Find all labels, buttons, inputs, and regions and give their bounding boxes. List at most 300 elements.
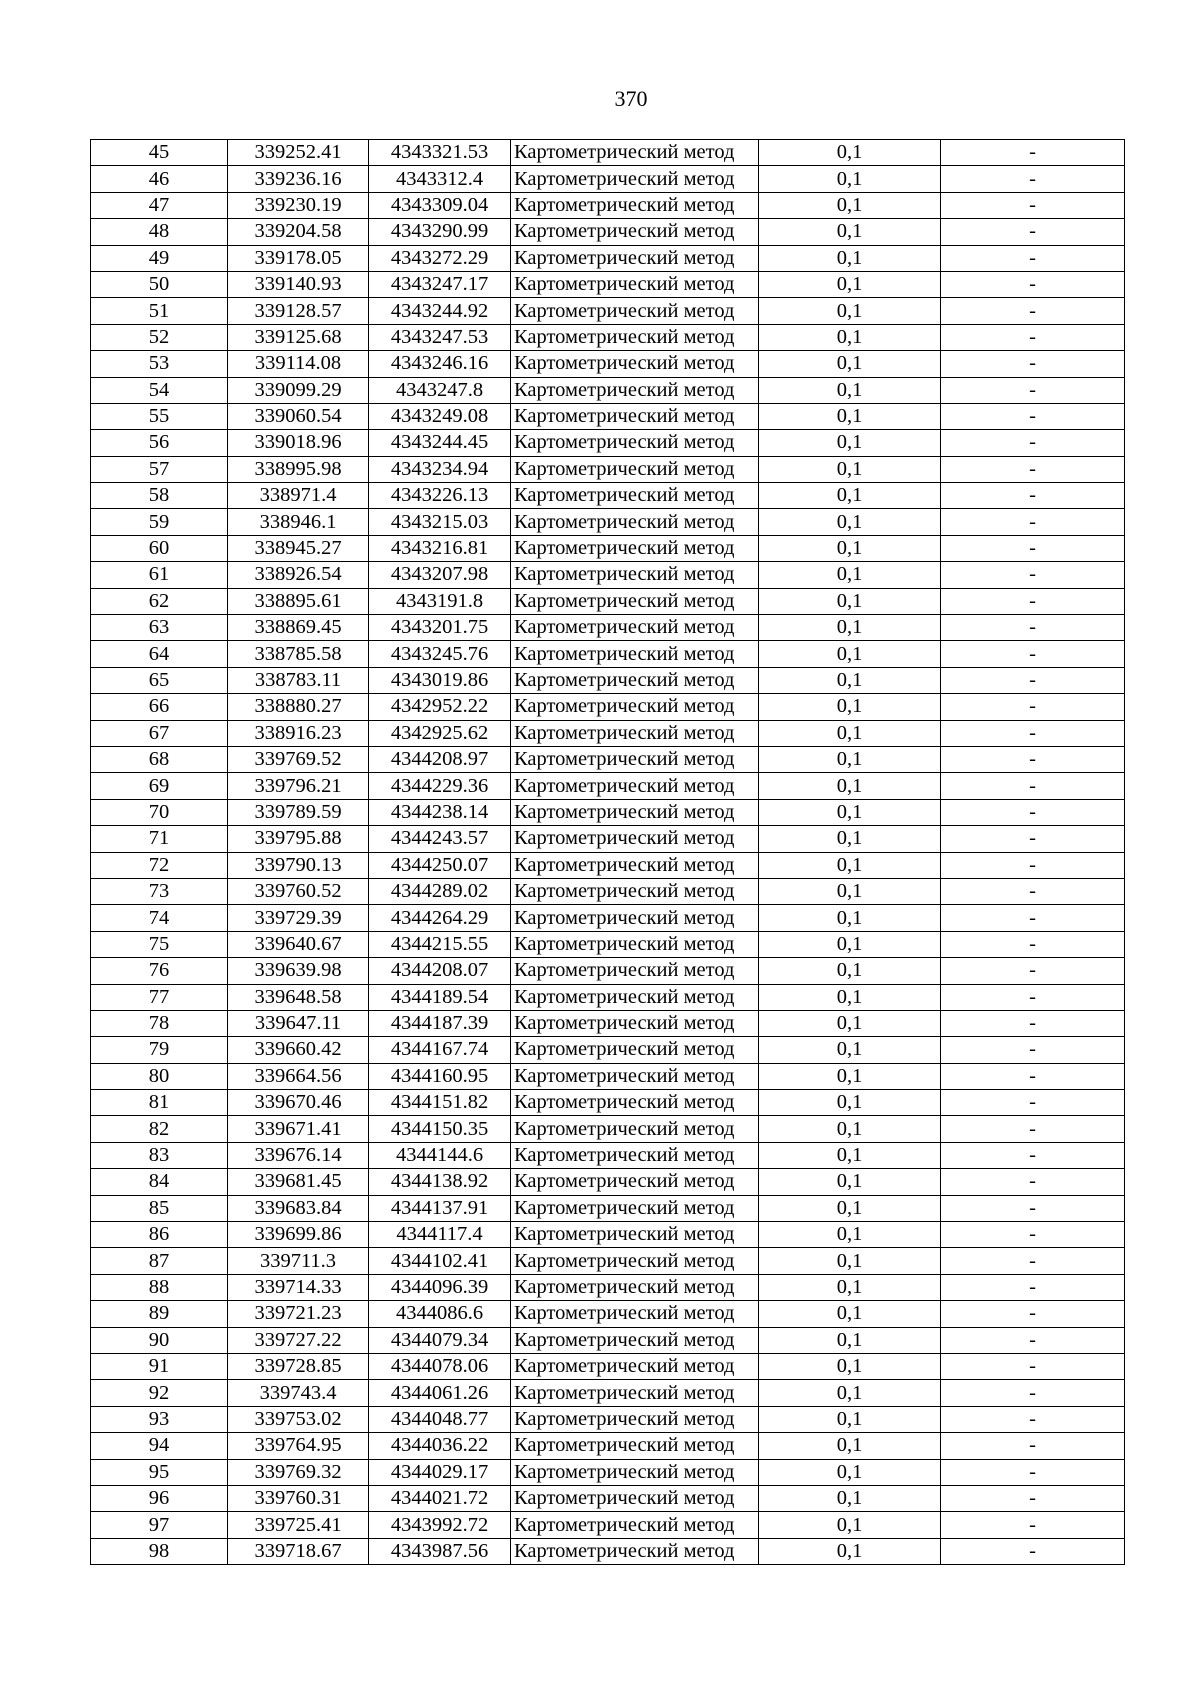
point-number-cell: 83 — [91, 1142, 228, 1168]
accuracy-cell: 0,1 — [759, 1485, 941, 1511]
description-cell: - — [941, 799, 1125, 825]
point-number-cell: 56 — [91, 430, 228, 456]
point-number-cell: 63 — [91, 615, 228, 641]
point-number-cell: 49 — [91, 245, 228, 271]
table-row — [91, 1142, 1125, 1168]
description-cell: - — [941, 1406, 1125, 1432]
x-coordinate-cell: 339204.58 — [228, 219, 369, 245]
x-coordinate-cell: 339671.41 — [228, 1116, 369, 1142]
table-row — [91, 878, 1125, 904]
x-coordinate-cell: 339728.85 — [228, 1353, 369, 1379]
description-cell: - — [941, 1538, 1125, 1564]
accuracy-cell: 0,1 — [759, 746, 941, 772]
y-coordinate-cell: 4344086.6 — [369, 1301, 511, 1327]
accuracy-cell: 0,1 — [759, 219, 941, 245]
y-coordinate-cell: 4344264.29 — [369, 905, 511, 931]
method-cell: Картометрический метод — [511, 509, 759, 535]
accuracy-cell: 0,1 — [759, 562, 941, 588]
table-row — [91, 984, 1125, 1010]
description-cell: - — [941, 166, 1125, 192]
y-coordinate-cell: 4342925.62 — [369, 720, 511, 746]
point-number-cell: 74 — [91, 905, 228, 931]
accuracy-cell: 0,1 — [759, 878, 941, 904]
x-coordinate-cell: 339178.05 — [228, 245, 369, 271]
accuracy-cell: 0,1 — [759, 1353, 941, 1379]
description-cell: - — [941, 140, 1125, 166]
y-coordinate-cell: 4343987.56 — [369, 1538, 511, 1564]
point-number-cell: 75 — [91, 931, 228, 957]
accuracy-cell: 0,1 — [759, 509, 941, 535]
description-cell: - — [941, 1010, 1125, 1036]
point-number-cell: 69 — [91, 773, 228, 799]
table-row — [91, 430, 1125, 456]
description-cell: - — [941, 509, 1125, 535]
y-coordinate-cell: 4344289.02 — [369, 878, 511, 904]
point-number-cell: 87 — [91, 1248, 228, 1274]
y-coordinate-cell: 4344117.4 — [369, 1222, 511, 1248]
accuracy-cell: 0,1 — [759, 667, 941, 693]
method-cell: Картометрический метод — [511, 1380, 759, 1406]
x-coordinate-cell: 338926.54 — [228, 562, 369, 588]
table-row — [91, 351, 1125, 377]
method-cell: Картометрический метод — [511, 1090, 759, 1116]
point-number-cell: 82 — [91, 1116, 228, 1142]
description-cell: - — [941, 1169, 1125, 1195]
description-cell: - — [941, 694, 1125, 720]
method-cell: Картометрический метод — [511, 1248, 759, 1274]
x-coordinate-cell: 339236.16 — [228, 166, 369, 192]
description-cell: - — [941, 588, 1125, 614]
method-cell: Картометрический метод — [511, 192, 759, 218]
y-coordinate-cell: 4344215.55 — [369, 931, 511, 957]
method-cell: Картометрический метод — [511, 931, 759, 957]
accuracy-cell: 0,1 — [759, 1222, 941, 1248]
table-row — [91, 403, 1125, 429]
y-coordinate-cell: 4343019.86 — [369, 667, 511, 693]
y-coordinate-cell: 4344160.95 — [369, 1063, 511, 1089]
table-row — [91, 1195, 1125, 1221]
accuracy-cell: 0,1 — [759, 1459, 941, 1485]
point-number-cell: 66 — [91, 694, 228, 720]
accuracy-cell: 0,1 — [759, 324, 941, 350]
x-coordinate-cell: 339789.59 — [228, 799, 369, 825]
table-row — [91, 1512, 1125, 1538]
y-coordinate-cell: 4344102.41 — [369, 1248, 511, 1274]
description-cell: - — [941, 667, 1125, 693]
description-cell: - — [941, 826, 1125, 852]
point-number-cell: 85 — [91, 1195, 228, 1221]
accuracy-cell: 0,1 — [759, 192, 941, 218]
y-coordinate-cell: 4343290.99 — [369, 219, 511, 245]
method-cell: Картометрический метод — [511, 140, 759, 166]
x-coordinate-cell: 339769.52 — [228, 746, 369, 772]
description-cell: - — [941, 351, 1125, 377]
x-coordinate-cell: 339711.3 — [228, 1248, 369, 1274]
method-cell: Картометрический метод — [511, 1116, 759, 1142]
method-cell: Картометрический метод — [511, 1353, 759, 1379]
point-number-cell: 67 — [91, 720, 228, 746]
x-coordinate-cell: 339743.4 — [228, 1380, 369, 1406]
point-number-cell: 81 — [91, 1090, 228, 1116]
accuracy-cell: 0,1 — [759, 1037, 941, 1063]
table-row — [91, 271, 1125, 297]
y-coordinate-cell: 4343207.98 — [369, 562, 511, 588]
x-coordinate-cell: 339128.57 — [228, 298, 369, 324]
table-row — [91, 1406, 1125, 1432]
accuracy-cell: 0,1 — [759, 694, 941, 720]
point-number-cell: 64 — [91, 641, 228, 667]
method-cell: Картометрический метод — [511, 1327, 759, 1353]
table-row — [91, 219, 1125, 245]
description-cell: - — [941, 1485, 1125, 1511]
point-number-cell: 57 — [91, 456, 228, 482]
point-number-cell: 51 — [91, 298, 228, 324]
accuracy-cell: 0,1 — [759, 1380, 941, 1406]
description-cell: - — [941, 905, 1125, 931]
point-number-cell: 68 — [91, 746, 228, 772]
table-row — [91, 826, 1125, 852]
method-cell: Картометрический метод — [511, 773, 759, 799]
y-coordinate-cell: 4344238.14 — [369, 799, 511, 825]
coordinates-table — [90, 139, 1125, 1565]
accuracy-cell: 0,1 — [759, 826, 941, 852]
x-coordinate-cell: 339764.95 — [228, 1433, 369, 1459]
x-coordinate-cell: 339230.19 — [228, 192, 369, 218]
table-row — [91, 694, 1125, 720]
accuracy-cell: 0,1 — [759, 1116, 941, 1142]
table-row — [91, 166, 1125, 192]
x-coordinate-cell: 338916.23 — [228, 720, 369, 746]
method-cell: Картометрический метод — [511, 1142, 759, 1168]
description-cell: - — [941, 641, 1125, 667]
point-number-cell: 96 — [91, 1485, 228, 1511]
table-row — [91, 1222, 1125, 1248]
method-cell: Картометрический метод — [511, 324, 759, 350]
y-coordinate-cell: 4344229.36 — [369, 773, 511, 799]
method-cell: Картометрический метод — [511, 641, 759, 667]
table-row — [91, 773, 1125, 799]
y-coordinate-cell: 4344243.57 — [369, 826, 511, 852]
x-coordinate-cell: 339729.39 — [228, 905, 369, 931]
method-cell: Картометрический метод — [511, 483, 759, 509]
x-coordinate-cell: 339639.98 — [228, 958, 369, 984]
x-coordinate-cell: 339670.46 — [228, 1090, 369, 1116]
x-coordinate-cell: 339640.67 — [228, 931, 369, 957]
method-cell: Картометрический метод — [511, 984, 759, 1010]
y-coordinate-cell: 4344021.72 — [369, 1485, 511, 1511]
method-cell: Картометрический метод — [511, 1169, 759, 1195]
table-row — [91, 245, 1125, 271]
x-coordinate-cell: 339018.96 — [228, 430, 369, 456]
accuracy-cell: 0,1 — [759, 351, 941, 377]
accuracy-cell: 0,1 — [759, 166, 941, 192]
point-number-cell: 62 — [91, 588, 228, 614]
table-row — [91, 1301, 1125, 1327]
point-number-cell: 65 — [91, 667, 228, 693]
method-cell: Картометрический метод — [511, 799, 759, 825]
method-cell: Картометрический метод — [511, 1433, 759, 1459]
method-cell: Картометрический метод — [511, 271, 759, 297]
description-cell: - — [941, 192, 1125, 218]
y-coordinate-cell: 4343247.17 — [369, 271, 511, 297]
description-cell: - — [941, 430, 1125, 456]
description-cell: - — [941, 219, 1125, 245]
method-cell: Картометрический метод — [511, 166, 759, 192]
point-number-cell: 50 — [91, 271, 228, 297]
description-cell: - — [941, 1459, 1125, 1485]
page-number: 370 — [614, 86, 648, 111]
accuracy-cell: 0,1 — [759, 1090, 941, 1116]
table-row — [91, 1380, 1125, 1406]
y-coordinate-cell: 4344150.35 — [369, 1116, 511, 1142]
method-cell: Картометрический метод — [511, 1010, 759, 1036]
description-cell: - — [941, 1512, 1125, 1538]
accuracy-cell: 0,1 — [759, 931, 941, 957]
description-cell: - — [941, 1195, 1125, 1221]
method-cell: Картометрический метод — [511, 562, 759, 588]
method-cell: Картометрический метод — [511, 351, 759, 377]
accuracy-cell: 0,1 — [759, 1063, 941, 1089]
point-number-cell: 47 — [91, 192, 228, 218]
description-cell: - — [941, 1380, 1125, 1406]
x-coordinate-cell: 339125.68 — [228, 324, 369, 350]
point-number-cell: 92 — [91, 1380, 228, 1406]
description-cell: - — [941, 1116, 1125, 1142]
accuracy-cell: 0,1 — [759, 1512, 941, 1538]
point-number-cell: 54 — [91, 377, 228, 403]
accuracy-cell: 0,1 — [759, 1195, 941, 1221]
x-coordinate-cell: 339725.41 — [228, 1512, 369, 1538]
y-coordinate-cell: 4343992.72 — [369, 1512, 511, 1538]
table-row — [91, 958, 1125, 984]
description-cell: - — [941, 1222, 1125, 1248]
table-row — [91, 562, 1125, 588]
description-cell: - — [941, 535, 1125, 561]
table-row — [91, 1327, 1125, 1353]
description-cell: - — [941, 984, 1125, 1010]
accuracy-cell: 0,1 — [759, 958, 941, 984]
method-cell: Картометрический метод — [511, 1301, 759, 1327]
description-cell: - — [941, 1433, 1125, 1459]
x-coordinate-cell: 339721.23 — [228, 1301, 369, 1327]
point-number-cell: 53 — [91, 351, 228, 377]
y-coordinate-cell: 4344144.6 — [369, 1142, 511, 1168]
point-number-cell: 58 — [91, 483, 228, 509]
y-coordinate-cell: 4343321.53 — [369, 140, 511, 166]
table-row — [91, 456, 1125, 482]
point-number-cell: 98 — [91, 1538, 228, 1564]
method-cell: Картометрический метод — [511, 377, 759, 403]
description-cell: - — [941, 878, 1125, 904]
table-row — [91, 746, 1125, 772]
description-cell: - — [941, 1142, 1125, 1168]
x-coordinate-cell: 339795.88 — [228, 826, 369, 852]
point-number-cell: 89 — [91, 1301, 228, 1327]
description-cell: - — [941, 615, 1125, 641]
x-coordinate-cell: 339714.33 — [228, 1274, 369, 1300]
table-row — [91, 641, 1125, 667]
accuracy-cell: 0,1 — [759, 773, 941, 799]
accuracy-cell: 0,1 — [759, 984, 941, 1010]
y-coordinate-cell: 4342952.22 — [369, 694, 511, 720]
x-coordinate-cell: 339140.93 — [228, 271, 369, 297]
y-coordinate-cell: 4344189.54 — [369, 984, 511, 1010]
description-cell: - — [941, 324, 1125, 350]
point-number-cell: 93 — [91, 1406, 228, 1432]
x-coordinate-cell: 339699.86 — [228, 1222, 369, 1248]
point-number-cell: 76 — [91, 958, 228, 984]
method-cell: Картометрический метод — [511, 694, 759, 720]
table-row — [91, 1169, 1125, 1195]
y-coordinate-cell: 4344208.97 — [369, 746, 511, 772]
table-row — [91, 588, 1125, 614]
description-cell: - — [941, 720, 1125, 746]
x-coordinate-cell: 338946.1 — [228, 509, 369, 535]
point-number-cell: 90 — [91, 1327, 228, 1353]
table-row — [91, 905, 1125, 931]
accuracy-cell: 0,1 — [759, 1169, 941, 1195]
table-row — [91, 852, 1125, 878]
table-row — [91, 1274, 1125, 1300]
table-row — [91, 1433, 1125, 1459]
y-coordinate-cell: 4344151.82 — [369, 1090, 511, 1116]
accuracy-cell: 0,1 — [759, 1406, 941, 1432]
y-coordinate-cell: 4343249.08 — [369, 403, 511, 429]
coordinates-table-body — [91, 140, 1125, 1565]
accuracy-cell: 0,1 — [759, 245, 941, 271]
y-coordinate-cell: 4343191.8 — [369, 588, 511, 614]
table-row — [91, 1538, 1125, 1564]
description-cell: - — [941, 245, 1125, 271]
x-coordinate-cell: 338995.98 — [228, 456, 369, 482]
y-coordinate-cell: 4343244.92 — [369, 298, 511, 324]
description-cell: - — [941, 377, 1125, 403]
table-row — [91, 140, 1125, 166]
point-number-cell: 78 — [91, 1010, 228, 1036]
method-cell: Картометрический метод — [511, 219, 759, 245]
accuracy-cell: 0,1 — [759, 1274, 941, 1300]
point-number-cell: 72 — [91, 852, 228, 878]
table-row — [91, 931, 1125, 957]
description-cell: - — [941, 1037, 1125, 1063]
point-number-cell: 88 — [91, 1274, 228, 1300]
x-coordinate-cell: 338869.45 — [228, 615, 369, 641]
y-coordinate-cell: 4343245.76 — [369, 641, 511, 667]
point-number-cell: 94 — [91, 1433, 228, 1459]
accuracy-cell: 0,1 — [759, 1327, 941, 1353]
y-coordinate-cell: 4344048.77 — [369, 1406, 511, 1432]
table-row — [91, 1063, 1125, 1089]
point-number-cell: 45 — [91, 140, 228, 166]
table-row — [91, 1010, 1125, 1036]
x-coordinate-cell: 339769.32 — [228, 1459, 369, 1485]
method-cell: Картометрический метод — [511, 1538, 759, 1564]
y-coordinate-cell: 4344029.17 — [369, 1459, 511, 1485]
method-cell: Картометрический метод — [511, 1037, 759, 1063]
method-cell: Картометрический метод — [511, 298, 759, 324]
y-coordinate-cell: 4344061.26 — [369, 1380, 511, 1406]
y-coordinate-cell: 4344137.91 — [369, 1195, 511, 1221]
table-row — [91, 509, 1125, 535]
point-number-cell: 61 — [91, 562, 228, 588]
accuracy-cell: 0,1 — [759, 1010, 941, 1036]
accuracy-cell: 0,1 — [759, 403, 941, 429]
table-row — [91, 1353, 1125, 1379]
accuracy-cell: 0,1 — [759, 483, 941, 509]
table-row — [91, 483, 1125, 509]
y-coordinate-cell: 4343201.75 — [369, 615, 511, 641]
accuracy-cell: 0,1 — [759, 1301, 941, 1327]
table-row — [91, 324, 1125, 350]
accuracy-cell: 0,1 — [759, 641, 941, 667]
point-number-cell: 73 — [91, 878, 228, 904]
method-cell: Картометрический метод — [511, 1512, 759, 1538]
accuracy-cell: 0,1 — [759, 298, 941, 324]
y-coordinate-cell: 4344250.07 — [369, 852, 511, 878]
method-cell: Картометрический метод — [511, 430, 759, 456]
method-cell: Картометрический метод — [511, 1274, 759, 1300]
x-coordinate-cell: 339664.56 — [228, 1063, 369, 1089]
description-cell: - — [941, 403, 1125, 429]
point-number-cell: 97 — [91, 1512, 228, 1538]
y-coordinate-cell: 4344078.06 — [369, 1353, 511, 1379]
point-number-cell: 48 — [91, 219, 228, 245]
table-row — [91, 799, 1125, 825]
description-cell: - — [941, 1274, 1125, 1300]
description-cell: - — [941, 1353, 1125, 1379]
y-coordinate-cell: 4343272.29 — [369, 245, 511, 271]
x-coordinate-cell: 339727.22 — [228, 1327, 369, 1353]
method-cell: Картометрический метод — [511, 958, 759, 984]
table-row — [91, 192, 1125, 218]
accuracy-cell: 0,1 — [759, 1142, 941, 1168]
method-cell: Картометрический метод — [511, 1222, 759, 1248]
accuracy-cell: 0,1 — [759, 852, 941, 878]
description-cell: - — [941, 1248, 1125, 1274]
method-cell: Картометрический метод — [511, 667, 759, 693]
point-number-cell: 95 — [91, 1459, 228, 1485]
point-number-cell: 71 — [91, 826, 228, 852]
accuracy-cell: 0,1 — [759, 140, 941, 166]
table-row — [91, 1037, 1125, 1063]
accuracy-cell: 0,1 — [759, 720, 941, 746]
accuracy-cell: 0,1 — [759, 456, 941, 482]
description-cell: - — [941, 852, 1125, 878]
table-row — [91, 1116, 1125, 1142]
method-cell: Картометрический метод — [511, 720, 759, 746]
x-coordinate-cell: 339760.52 — [228, 878, 369, 904]
accuracy-cell: 0,1 — [759, 905, 941, 931]
method-cell: Картометрический метод — [511, 826, 759, 852]
point-number-cell: 52 — [91, 324, 228, 350]
x-coordinate-cell: 339252.41 — [228, 140, 369, 166]
method-cell: Картометрический метод — [511, 403, 759, 429]
method-cell: Картометрический метод — [511, 1485, 759, 1511]
method-cell: Картометрический метод — [511, 905, 759, 931]
description-cell: - — [941, 456, 1125, 482]
x-coordinate-cell: 338880.27 — [228, 694, 369, 720]
x-coordinate-cell: 338971.4 — [228, 483, 369, 509]
y-coordinate-cell: 4344208.07 — [369, 958, 511, 984]
method-cell: Картометрический метод — [511, 535, 759, 561]
x-coordinate-cell: 339648.58 — [228, 984, 369, 1010]
y-coordinate-cell: 4343215.03 — [369, 509, 511, 535]
x-coordinate-cell: 339683.84 — [228, 1195, 369, 1221]
method-cell: Картометрический метод — [511, 852, 759, 878]
point-number-cell: 79 — [91, 1037, 228, 1063]
method-cell: Картометрический метод — [511, 1406, 759, 1432]
y-coordinate-cell: 4344187.39 — [369, 1010, 511, 1036]
